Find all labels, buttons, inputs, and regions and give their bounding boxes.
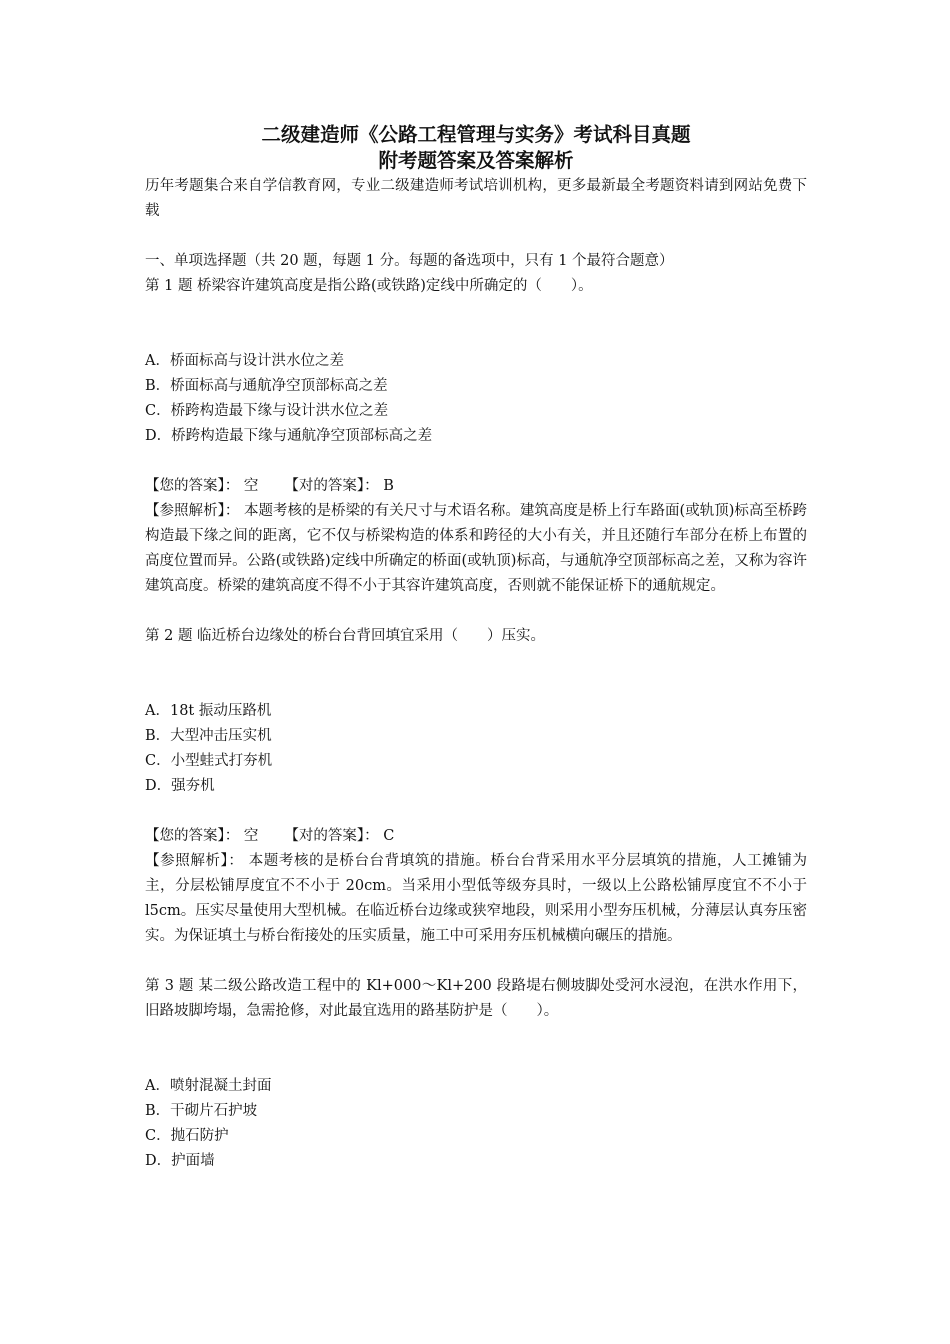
your-answer: 【您的答案】： 空 xyxy=(145,828,259,844)
option-a: A．18t 振动压路机 xyxy=(145,703,272,719)
document-page xyxy=(145,122,807,1174)
correct-answer: 【对的答案】： B xyxy=(284,478,394,494)
question-stem: 第 1 题 桥梁容许建筑高度是指公路(或铁路)定线中所确定的（ ）。 xyxy=(145,278,593,294)
question-1 xyxy=(145,274,807,599)
option-c: C．小型蛙式打夯机 xyxy=(145,753,273,769)
option-d: D．强夯机 xyxy=(145,778,215,794)
correct-answer: 【对的答案】： C xyxy=(284,828,395,844)
question-2 xyxy=(145,624,807,949)
option-b: B．干砌片石护坡 xyxy=(145,1103,258,1119)
option-b: B．桥面标高与通航净空顶部标高之差 xyxy=(145,378,388,394)
analysis-text: 【参照解析】： 本题考核的是桥台台背填筑的措施。桥台台背采用水平分层填筑的措施，人工摊铺为主，分层松铺厚度宜不不小于 20cm。当采用小型低等级夯具时，一级以上公路松铺厚度宜不不小于 l5cm。压实尽量使用大型机械。在临近桥台边缘或狭窄地段，则采用小型夯压机械，分薄层认真夯压密实。为保证填土与桥台衔接处的压实质量，施工中可采用夯压机械横向碾压的措施。 xyxy=(145,853,807,944)
option-d: D．护面墙 xyxy=(145,1153,215,1169)
option-b: B．大型冲击压实机 xyxy=(145,728,272,744)
option-d: D．桥跨构造最下缘与通航净空顶部标高之差 xyxy=(145,428,433,444)
option-c: C．桥跨构造最下缘与设计洪水位之差 xyxy=(145,403,389,419)
document-title-line1: 二级建造师《公路工程管理与实务》考试科目真题 xyxy=(261,123,691,146)
section-heading: 一、单项选择题（共 20 题，每题 1 分。每题的备选项中，只有 1 个最符合题意） xyxy=(145,253,674,269)
option-a: A．喷射混凝土封面 xyxy=(145,1078,272,1094)
question-stem: 第 3 题 某二级公路改造工程中的 Kl+000～Kl+200 段路堤右侧坡脚处受河水浸泡，在洪水作用下，旧路坡脚垮塌，急需抢修，对此最宜选用的路基防护是（ ）。 xyxy=(145,978,807,1019)
answer-line xyxy=(145,474,807,499)
answer-line xyxy=(145,824,807,849)
question-3 xyxy=(145,974,807,1174)
option-c: C．抛石防护 xyxy=(145,1128,229,1144)
document-title-line2: 附考题答案及答案解析 xyxy=(378,149,574,172)
your-answer: 【您的答案】： 空 xyxy=(145,478,259,494)
question-stem: 第 2 题 临近桥台边缘处的桥台台背回填宜采用（ ）压实。 xyxy=(145,628,546,644)
analysis-text: 【参照解析】： 本题考核的是桥梁的有关尺寸与术语名称。建筑高度是桥上行车路面(或轨顶)标高至桥跨构造最下缘之间的距离，它不仅与桥梁构造的体系和跨径的大小有关，并且还随行车部分在桥上布置的高度位置而异。公路(或铁路)定线中所确定的桥面(或轨顶)标高，与通航净空顶部标高之差，又称为容许建筑高度。桥梁的建筑高度不得不小于其容许建筑高度，否则就不能保证桥下的通航规定。 xyxy=(145,503,807,594)
option-a: A．桥面标高与设计洪水位之差 xyxy=(145,353,344,369)
intro-text: 历年考题集合来自学信教育网，专业二级建造师考试培训机构，更多最新最全考题资料请到网站免费下载 xyxy=(145,178,807,219)
